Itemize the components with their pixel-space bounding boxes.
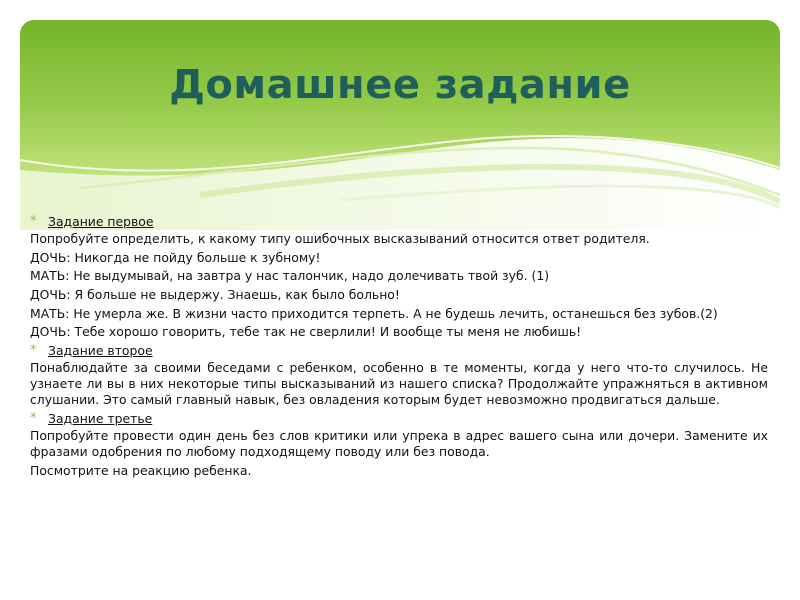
task-3-heading: Задание третье <box>48 410 153 426</box>
task-3-paragraph: Посмотрите на реакцию ребенка. <box>30 462 252 478</box>
task-1-paragraph: ДОЧЬ: Я больше не выдержу. Знаешь, как было больно! <box>30 286 400 302</box>
slide <box>20 20 780 580</box>
task-1-paragraph: ДОЧЬ: Никогда не пойду больше к зубному! <box>30 249 321 265</box>
task-1-paragraph: Попробуйте определить, к какому типу ошибочных высказываний относится ответ родителя. <box>30 231 650 247</box>
task-1-heading: Задание первое <box>48 214 154 229</box>
asterisk-bullet-icon: * <box>30 214 37 229</box>
task-3-heading-row <box>30 411 768 427</box>
task-1-paragraph: МАТЬ: Не умерла же. В жизни часто приходится терпеть. А не будешь лечить, останешься без зубов.(2) <box>30 305 718 321</box>
task-3-paragraph: Попробуйте провести один день без слов критики или упрека в адрес вашего сына или дочери. Замените их фразами одобрения по любому подходящему поводу или без повода. <box>30 428 768 460</box>
header-banner <box>20 20 780 230</box>
wave-background <box>20 20 780 230</box>
task-2-heading-row <box>30 343 768 359</box>
page-title: Домашнее задание <box>169 62 631 108</box>
task-1-paragraph: МАТЬ: Не выдумывай, на завтра у нас талончик, надо долечивать твой зуб. (1) <box>30 268 550 284</box>
task-1-paragraph: ДОЧЬ: Тебе хорошо говорить, тебе так не сверлили! И вообще ты меня не любишь! <box>30 324 582 340</box>
asterisk-bullet-icon: * <box>30 342 37 358</box>
task-1-heading-row <box>30 214 768 230</box>
task-2-paragraph: Понаблюдайте за своими беседами с ребенком, особенно в те моменты, когда у него что-то случилось. Не узнаете ли вы в них некоторые типы высказываний из нашего списка? Продолжайте упражняться в активном слушании. Это самый главный навык, без овладения которым будет невозможно продвигаться дальше. <box>30 359 768 408</box>
asterisk-bullet-icon: * <box>30 410 37 426</box>
task-2-heading: Задание второе <box>48 342 153 358</box>
content-body <box>30 214 768 482</box>
